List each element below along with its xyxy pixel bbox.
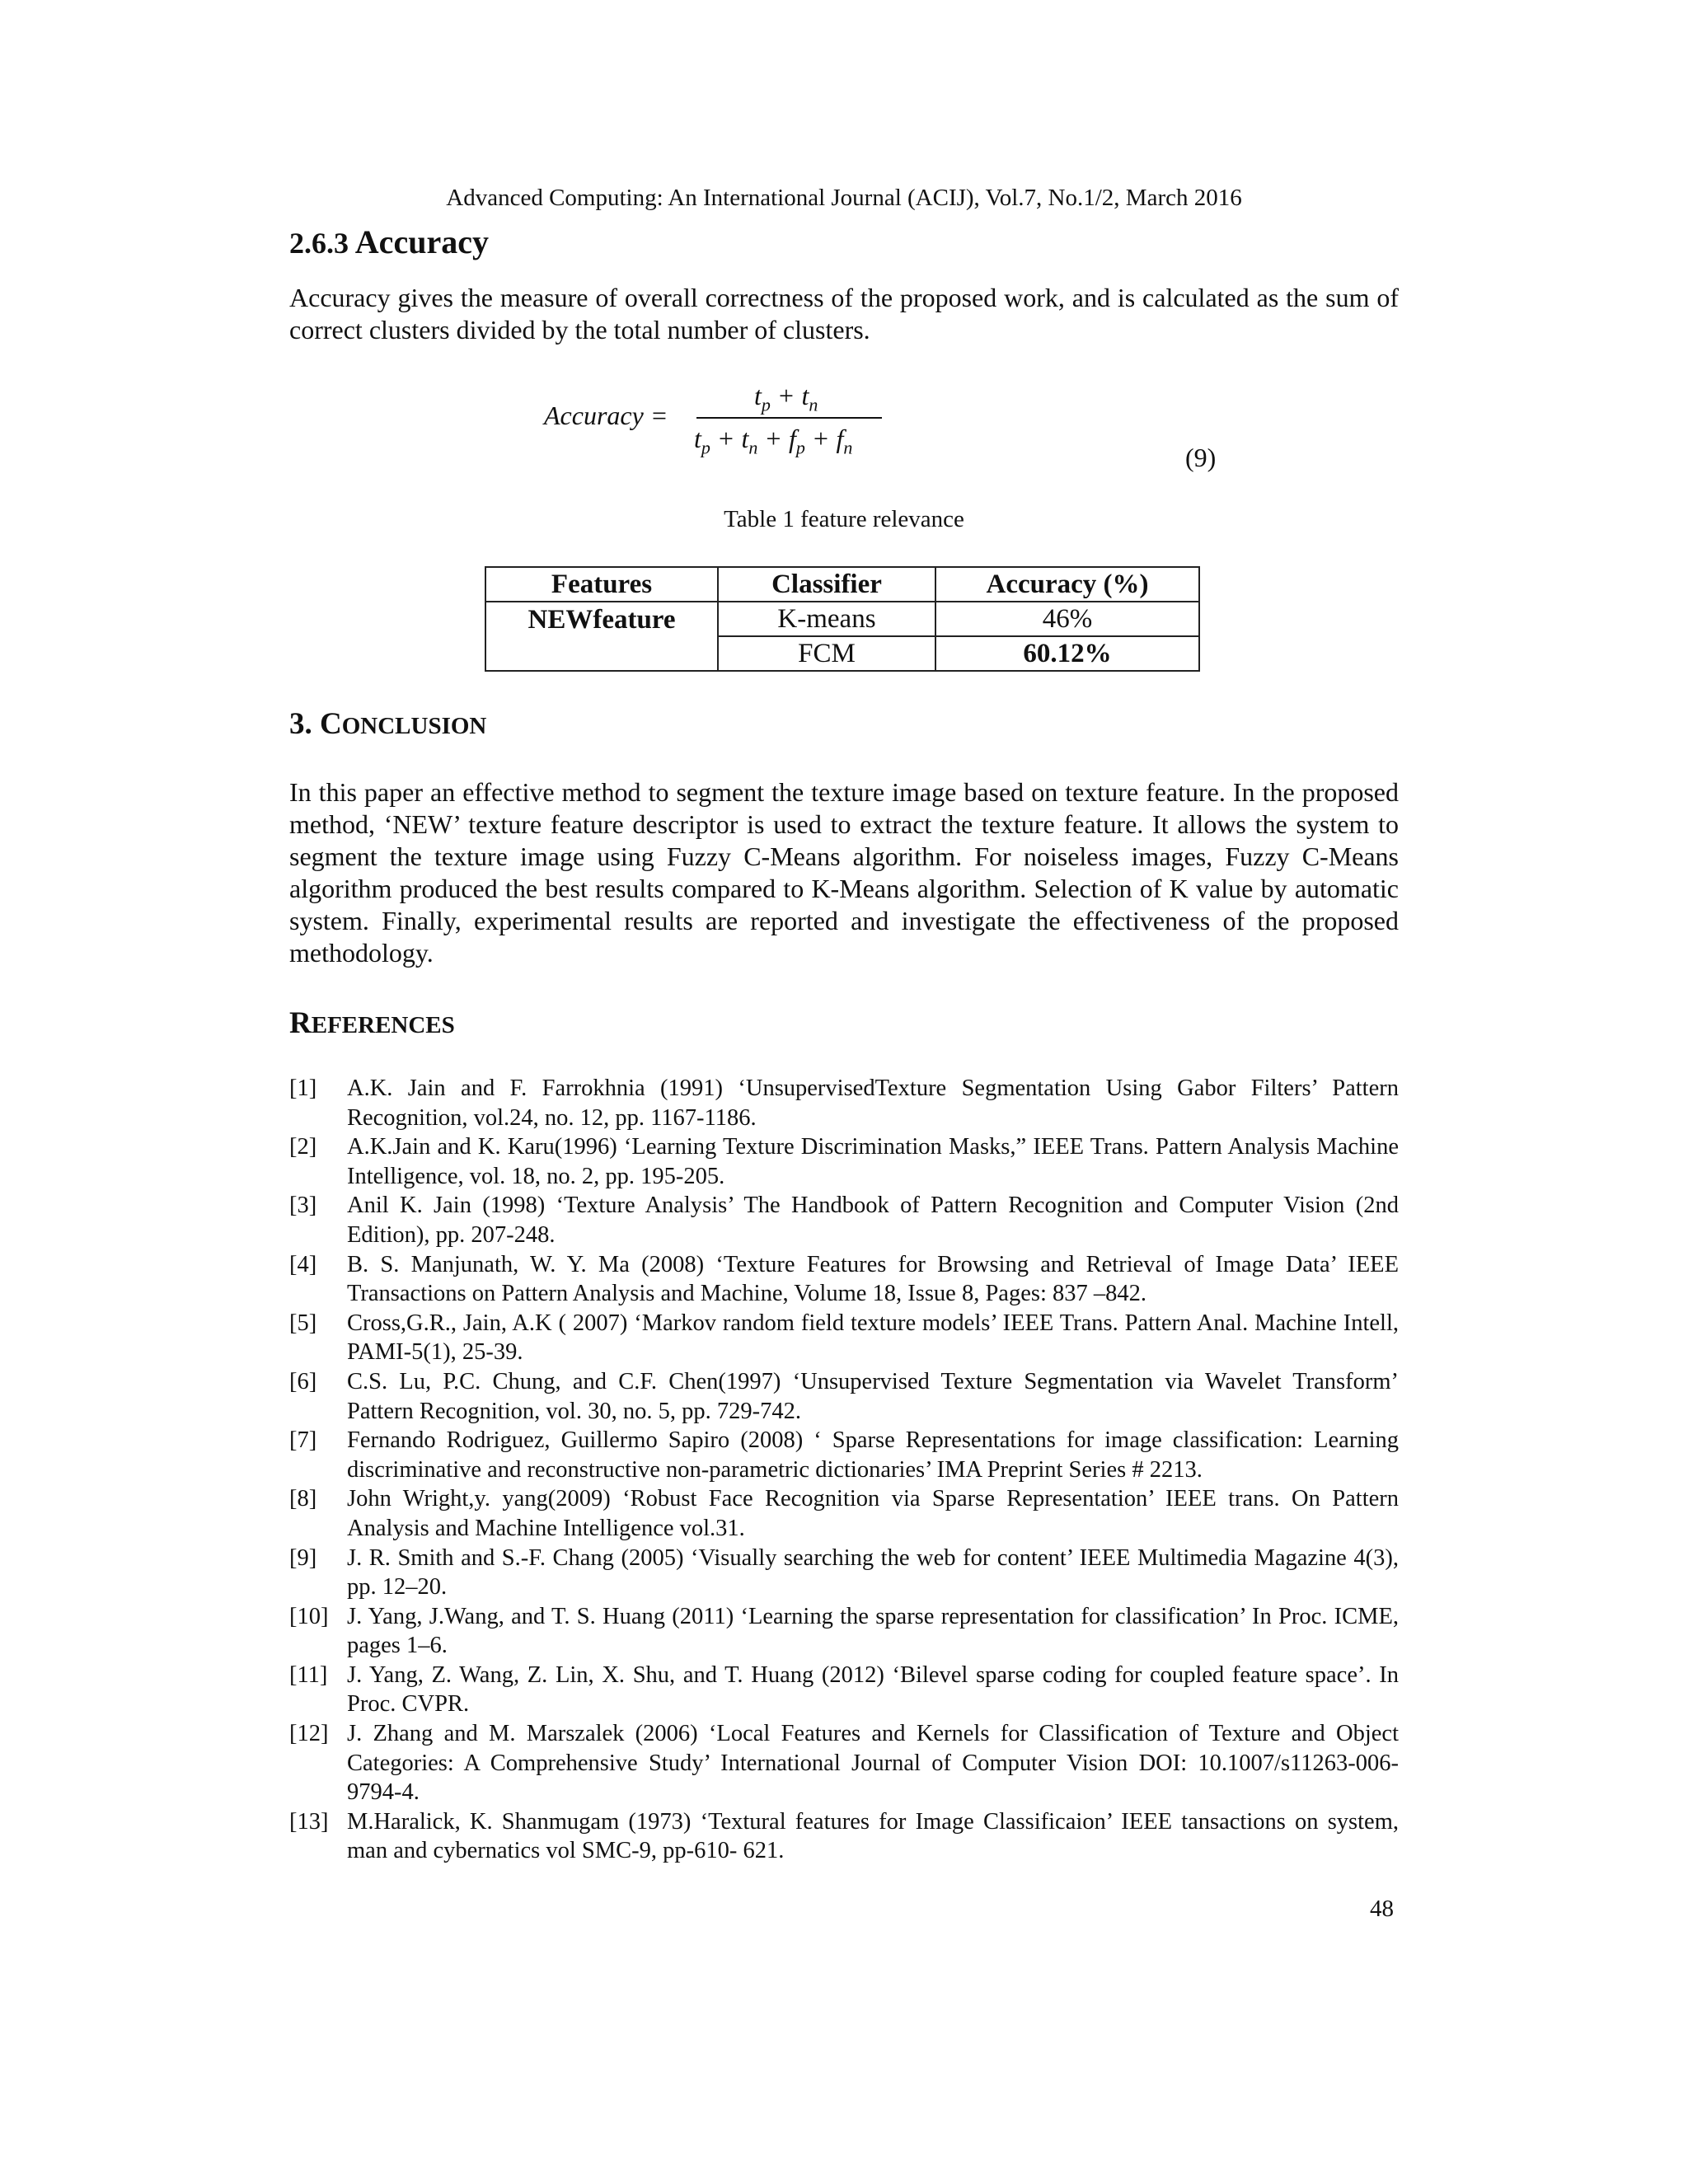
subsection-heading xyxy=(289,223,489,261)
formula-denominator: $t_p + t_n + f_p + f_n$ xyxy=(694,424,853,458)
reference-item: [6] C.S. Lu, P.C. Chung, and C.F. Chen(1997) ‘Unsupervised Texture Segmentation via Wavelet Transform’ Pattern Recognition, vol. 30, no. 5, pp. 729-742. xyxy=(289,1368,1399,1424)
table-row xyxy=(485,602,1199,636)
page-number: 48 xyxy=(1370,1896,1394,1922)
classifier-cell: K-means xyxy=(718,602,935,636)
feature-table xyxy=(485,566,1200,672)
empty-cell xyxy=(485,636,718,671)
table-row xyxy=(485,636,1199,671)
header-features: Features xyxy=(485,567,718,602)
reference-item: [13] M.Haralick, K. Shanmugam (1973) ‘Textural features for Image Classificaion’ IEEE tansactions on system, man and cybernatics vol SMC-9, pp-610- 621. xyxy=(289,1808,1399,1864)
table-header-row xyxy=(485,567,1199,602)
references-heading: REFERENCES xyxy=(289,1006,455,1040)
journal-header: Advanced Computing: An International Journal (ACIJ), Vol.7, No.1/2, March 2016 xyxy=(446,185,1242,211)
fraction-bar xyxy=(696,417,882,419)
reference-item: [8] John Wright,y. yang(2009) ‘Robust Face Recognition via Sparse Representation’ IEEE trans. On Pattern Analysis and Machine Intelligence vol.31. xyxy=(289,1486,1399,1541)
accuracy-paragraph: Accuracy gives the measure of overall correctness of the proposed work, and is calculated as the sum of correct clusters divided by the total number of clusters. xyxy=(289,283,1399,344)
classifier-cell: FCM xyxy=(718,636,935,671)
reference-item: [5] Cross,G.R., Jain, A.K ( 2007) ‘Markov random field texture models’ IEEE Trans. Pattern Anal. Machine Intell, PAMI-5(1), 25-39. xyxy=(289,1310,1399,1366)
subsection-number: 2.6.3 xyxy=(289,227,349,260)
reference-item: [4] B. S. Manjunath, W. Y. Ma (2008) ‘Texture Features for Browsing and Retrieval of Image Data’ IEEE Transactions on Pattern Analysis and Machine, Volume 18, Issue 8, Pages: 837 –842. xyxy=(289,1251,1399,1307)
subsection-title: Accuracy xyxy=(354,223,489,260)
header-classifier: Classifier xyxy=(718,567,935,602)
reference-list xyxy=(289,1074,1399,1866)
formula-numerator: $t_p + t_n$ xyxy=(754,381,818,415)
accuracy-cell: 46% xyxy=(935,602,1199,636)
reference-item: [12] J. Zhang and M. Marszalek (2006) ‘Local Features and Kernels for Classification of Texture and Object Categories: A Comprehensive Study’ International Journal of Computer Vision DOI: 10.1007/s11263-006-9794-4. xyxy=(289,1721,1399,1806)
conclusion-heading: 3. CONCLUSION xyxy=(289,707,487,741)
conclusion-paragraph: In this paper an effective method to segment the texture image based on texture feature. In the proposed method, ‘NEW’ texture feature descriptor is used to extract the texture feature. It allows the system to segment the texture image using Fuzzy C-Means algorithm. For noiseless images, Fuzzy C-Means algorithm produced the best results compared to K-Means algorithm. Selection of K value by automatic system. Finally, experimental results are reported and investigate the effectiveness of the proposed methodology. xyxy=(289,777,1399,968)
header-accuracy: Accuracy (%) xyxy=(935,567,1199,602)
feature-name-cell: NEWfeature xyxy=(485,602,718,636)
reference-item: [1] A.K. Jain and F. Farrokhnia (1991) ‘UnsupervisedTexture Segmentation Using Gabor Filters’ Pattern Recognition, vol.24, no. 12, pp. 1167-1186. xyxy=(289,1076,1399,1131)
equation-number: (9) xyxy=(1185,443,1217,472)
reference-item: [9] J. R. Smith and S.-F. Chang (2005) ‘Visually searching the web for content’ IEEE Multimedia Magazine 4(3), pp. 12–20. xyxy=(289,1544,1399,1601)
reference-item: [11] J. Yang, Z. Wang, Z. Lin, X. Shu, and T. Huang (2012) ‘Bilevel sparse coding for coupled feature space’. In Proc. CVPR. xyxy=(289,1661,1399,1718)
reference-item: [3] Anil K. Jain (1998) ‘Texture Analysis’ The Handbook of Pattern Recognition and Computer Vision (2nd Edition), pp. 207-248. xyxy=(289,1193,1399,1248)
table-caption: Table 1 feature relevance xyxy=(724,506,964,532)
accuracy-formula: Accuracy = $t_p + t_n$ $t_p + t_n + f_p + f_n$ xyxy=(544,381,890,471)
formula-lhs: Accuracy xyxy=(544,401,644,430)
accuracy-cell: 60.12% xyxy=(935,636,1199,671)
reference-item: [7] Fernando Rodriguez, Guillermo Sapiro (2008) ‘ Sparse Representations for image classification: Learning discriminative and reconstructive non-parametric dictionaries’ IMA Preprint Series # 2213. xyxy=(289,1427,1399,1483)
reference-item: [2] A.K.Jain and K. Karu(1996) ‘Learning Texture Discrimination Masks,” IEEE Trans. Pattern Analysis Machine Intelligence, vol. 18, no. 2, pp. 195-205. xyxy=(289,1134,1399,1189)
reference-item: [10] J. Yang, J.Wang, and T. S. Huang (2011) ‘Learning the sparse representation for classification’ In Proc. ICME, pages 1–6. xyxy=(289,1603,1399,1659)
